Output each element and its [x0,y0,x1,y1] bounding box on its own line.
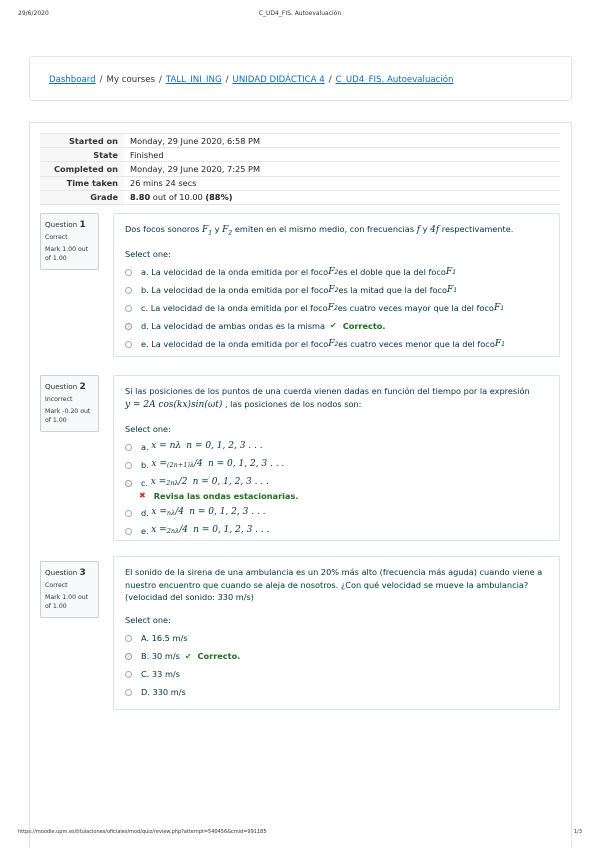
summary-row-grade [40,190,560,204]
summary-label: Time taken [40,176,124,190]
question-number: 1 [79,220,86,230]
question-state: Correct [45,234,68,242]
answer-option-a[interactable]: a. La velocidad de la onda emitida por el foco F 2 es el doble que la del foco F 1 [125,264,549,282]
breadcrumb-unit-link[interactable]: UNIDAD DIDÁCTICA 4 [232,75,325,85]
question-number: 3 [79,568,86,578]
grade-score: 8.80 [130,192,151,203]
print-title: C_UD4_FIS. Autoevaluación [258,10,342,17]
answer-option-c[interactable]: C. 33 m/s [125,666,549,684]
question-word: Question [45,568,78,577]
answer-option-d[interactable]: d. x = nλ /4 n = 0, 1, 2, 3 . . . [125,504,549,522]
summary-row-state [40,148,560,162]
feedback-correct: Correcto. [342,321,386,332]
select-one-label: Select one: [125,423,171,434]
answer-option-b[interactable]: b. La velocidad de la onda emitida por el foco F 2 es la mitad que la del foco F 1 [125,282,549,300]
radio-button[interactable] [125,528,132,535]
summary-value: Monday, 29 June 2020, 7:25 PM [124,162,560,176]
answer-option-b[interactable]: b. x = (2n+1)λ /4 n = 0, 1, 2, 3 . . . [125,456,549,474]
breadcrumb-separator: / [158,75,162,85]
breadcrumb-container [29,56,572,101]
select-one-label: Select one: [125,615,171,626]
breadcrumb-quiz-link[interactable]: C_UD4_FIS. Autoevaluación [335,75,454,85]
attempt-summary-table [40,133,560,205]
radio-button-selected[interactable] [125,323,132,330]
answer-option-d[interactable]: d. La velocidad de ambas ondas es la misma ✔ Correcto. [125,318,549,336]
summary-label: State [40,148,124,162]
answer-option-c[interactable]: c. La velocidad de la onda emitida por el foco F 2 es cuatro veces mayor que la del foco F 1 [125,300,549,318]
print-date: 29/6/2020 [18,10,49,17]
summary-value: Finished [124,148,560,162]
question-3-content [113,556,560,710]
question-word: Question [45,220,78,229]
formula: y = 2A cos(kx)sin(ωt) [125,399,223,410]
question-text: Dos focos sonoros $F_1$ y $F_2$ emiten en el mismo medio, con frecuencias f y 4f respectivamente. [125,224,514,237]
cross-icon: ✖ [139,491,146,501]
summary-value: Monday, 29 June 2020, 6:58 PM [124,134,560,148]
grade-out-of: out of 10.00 [150,192,206,203]
print-url: https://moodle.upm.es/titulaciones/oficiales/mod/quiz/review.php?attempt=540456&cmid=991185 [18,829,267,835]
radio-button[interactable] [125,689,132,696]
check-icon: ✔ [184,651,192,661]
answer-option-e[interactable]: e. x = 2nλ /4 n = 0, 1, 2, 3 . . . [125,522,549,540]
question-3-info [40,561,99,618]
select-one-label: Select one: [125,248,171,259]
breadcrumb-course-link[interactable]: TALL_INI_ING [165,75,222,85]
print-page-number: 1/3 [573,829,582,835]
answer-option-a[interactable]: A. 16.5 m/s [125,630,549,648]
summary-row-started [40,134,560,148]
summary-label: Completed on [40,162,124,176]
grade-value [124,190,560,204]
breadcrumb-separator: / [225,75,229,85]
radio-button-selected[interactable] [125,480,132,487]
check-icon: ✔ [330,321,337,331]
question-state: Incorrect [45,396,73,404]
answer-option-c[interactable]: c. x = 2nλ /2 n = 0, 1, 2, 3 . . . [125,474,549,492]
answer-option-e[interactable]: e. La velocidad de la onda emitida por el foco F 2 es cuatro veces menor que la del foco F 1 [125,336,549,354]
question-state: Correct [45,582,68,590]
feedback-correct: Correcto. [197,651,241,662]
grade-percent: (88%) [205,192,233,203]
question-1-info [40,213,99,270]
breadcrumb-my-courses: My courses [106,75,155,85]
question-mark: Mark 1.00 out of 1.00 [45,246,89,263]
question-2-content [113,375,560,541]
question-text: El sonido de la sirena de una ambulancia es un 20% más alto (frecuencia más aguda) cuando viene a nuestro encuentro que cuando se aleja de nosotros. ¿Con qué velocidad se mueve la ambulancia? (velocidad del sonido: 330 m/s) [125,567,543,603]
question-word: Question [45,382,78,391]
question-mark: Mark -0.20 out of 1.00 [45,408,91,425]
radio-button[interactable] [125,671,132,678]
breadcrumb-dashboard-link[interactable]: Dashboard [49,75,96,85]
summary-label: Started on [40,134,124,148]
radio-button[interactable] [125,341,132,348]
question-mark: Mark 1.00 out of 1.00 [45,594,89,611]
answer-option-a[interactable]: a. x = nλ n = 0, 1, 2, 3 . . . [125,438,549,456]
summary-label: Grade [40,190,124,204]
summary-row-time-taken [40,176,560,190]
question-number: 2 [79,382,86,392]
breadcrumb-separator: / [328,75,332,85]
answer-option-d[interactable]: D. 330 m/s [125,684,549,702]
question-1-content [113,213,560,357]
breadcrumb [49,75,453,85]
breadcrumb-separator: / [99,75,103,85]
answer-option-b[interactable]: B. 30 m/s ✔ Correcto. [125,648,549,666]
radio-button[interactable] [125,287,132,294]
summary-value: 26 mins 24 secs [124,176,560,190]
radio-button[interactable] [125,444,132,451]
radio-button[interactable] [125,305,132,312]
question-2-info [40,375,99,432]
radio-button-selected[interactable] [125,653,132,660]
summary-row-completed [40,162,560,176]
radio-button[interactable] [125,462,132,469]
radio-button[interactable] [125,269,132,276]
radio-button[interactable] [125,635,132,642]
feedback-incorrect: ✖ Revisa las ondas estacionarias. [139,491,299,501]
question-text: Si las posiciones de los puntos de una cuerda vienen dadas en función del tiempo por la expresión y = 2A cos(kx)sin(ωt) , las posiciones de los nodos son: [125,386,530,410]
radio-button[interactable] [125,510,132,517]
